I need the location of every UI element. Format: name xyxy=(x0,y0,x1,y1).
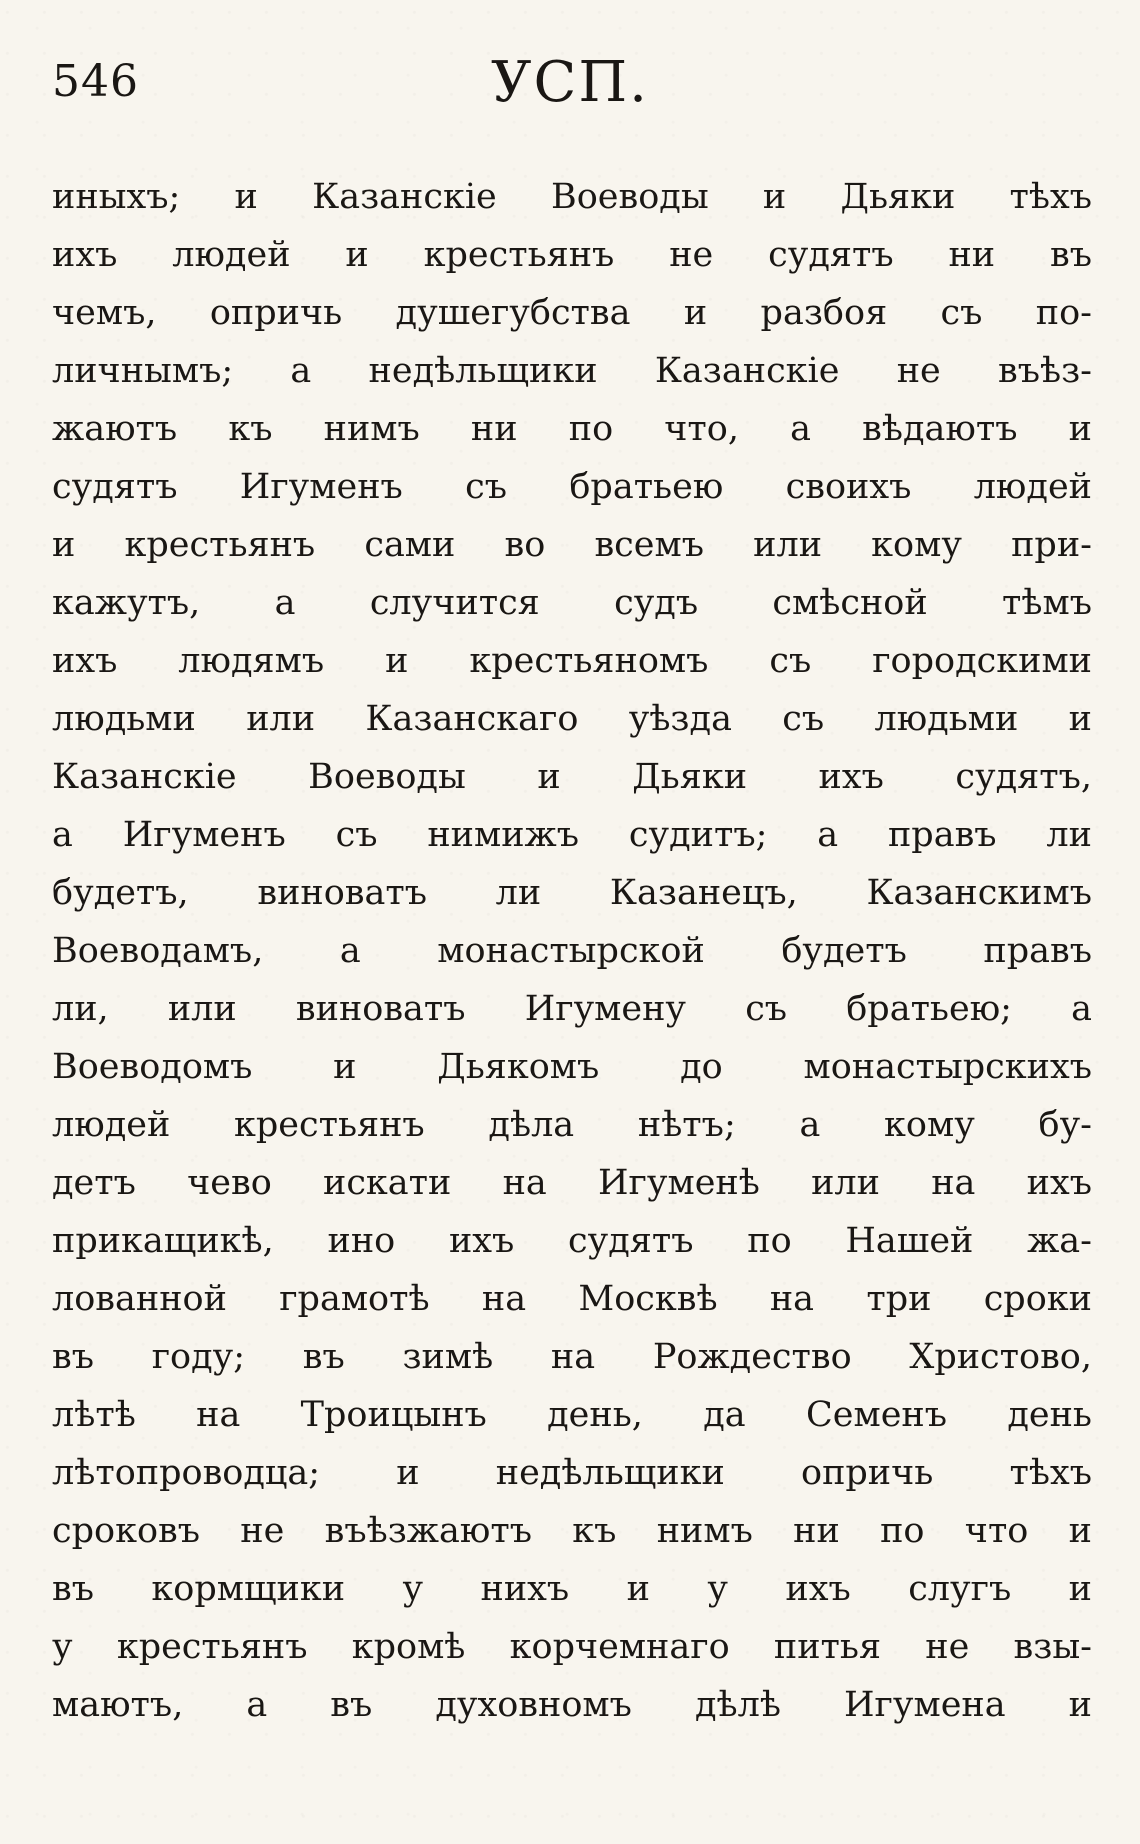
text-line: людьми или Казанскаго уѣзда съ людьми и xyxy=(52,699,1092,739)
body-text xyxy=(52,168,1092,1734)
text-line: въ кормщики у нихъ и у ихъ слугъ и xyxy=(52,1569,1092,1609)
text-line: въ году; въ зимѣ на Рождество Христово, xyxy=(52,1337,1092,1377)
text-line: лованной грамотѣ на Москвѣ на три сроки xyxy=(52,1279,1092,1319)
text-line: и крестьянъ сами во всемъ или кому при- xyxy=(52,525,1092,565)
text-line: ли, или виноватъ Игумену съ братьею; а xyxy=(52,989,1092,1029)
text-line: будетъ, виноватъ ли Казанецъ, Казанскимъ xyxy=(52,873,1092,913)
text-line: Воеводамъ, а монастырской будетъ правъ xyxy=(52,931,1092,971)
text-line: чемъ, опричь душегубства и разбоя съ по- xyxy=(52,293,1092,333)
text-line: детъ чево искати на Игуменѣ или на ихъ xyxy=(52,1163,1092,1203)
text-line: Казанскіе Воеводы и Дьяки ихъ судятъ, xyxy=(52,757,1092,797)
text-line: лѣтопроводца; и недѣльщики опричь тѣхъ xyxy=(52,1453,1092,1493)
text-line: судятъ Игуменъ съ братьею своихъ людей xyxy=(52,467,1092,507)
running-head: УСП. xyxy=(491,50,649,115)
text-line: ихъ людямъ и крестьяномъ съ городскими xyxy=(52,641,1092,681)
text-line: кажутъ, а случится судъ смѣсной тѣмъ xyxy=(52,583,1092,623)
page-header xyxy=(0,50,1140,130)
text-line: людей крестьянъ дѣла нѣтъ; а кому бу- xyxy=(52,1105,1092,1145)
text-line: иныхъ; и Казанскіе Воеводы и Дьяки тѣхъ xyxy=(52,177,1092,217)
text-line: сроковъ не въѣзжаютъ къ нимъ ни по что и xyxy=(52,1511,1092,1551)
page-number: 546 xyxy=(52,56,139,107)
text-line: у крестьянъ кромѣ корчемнаго питья не взы- xyxy=(52,1627,1092,1667)
text-line: а Игуменъ съ нимижъ судитъ; а правъ ли xyxy=(52,815,1092,855)
text-line: ихъ людей и крестьянъ не судятъ ни въ xyxy=(52,235,1092,275)
text-line: маютъ, а въ духовномъ дѣлѣ Игумена и xyxy=(52,1685,1092,1725)
text-line: жаютъ къ нимъ ни по что, а вѣдаютъ и xyxy=(52,409,1092,449)
text-line: Воеводомъ и Дьякомъ до монастырскихъ xyxy=(52,1047,1092,1087)
text-line: прикащикѣ, ино ихъ судятъ по Нашей жа- xyxy=(52,1221,1092,1261)
text-line: личнымъ; а недѣльщики Казанскіе не въѣз- xyxy=(52,351,1092,391)
text-line: лѣтѣ на Троицынъ день, да Семенъ день xyxy=(52,1395,1092,1435)
